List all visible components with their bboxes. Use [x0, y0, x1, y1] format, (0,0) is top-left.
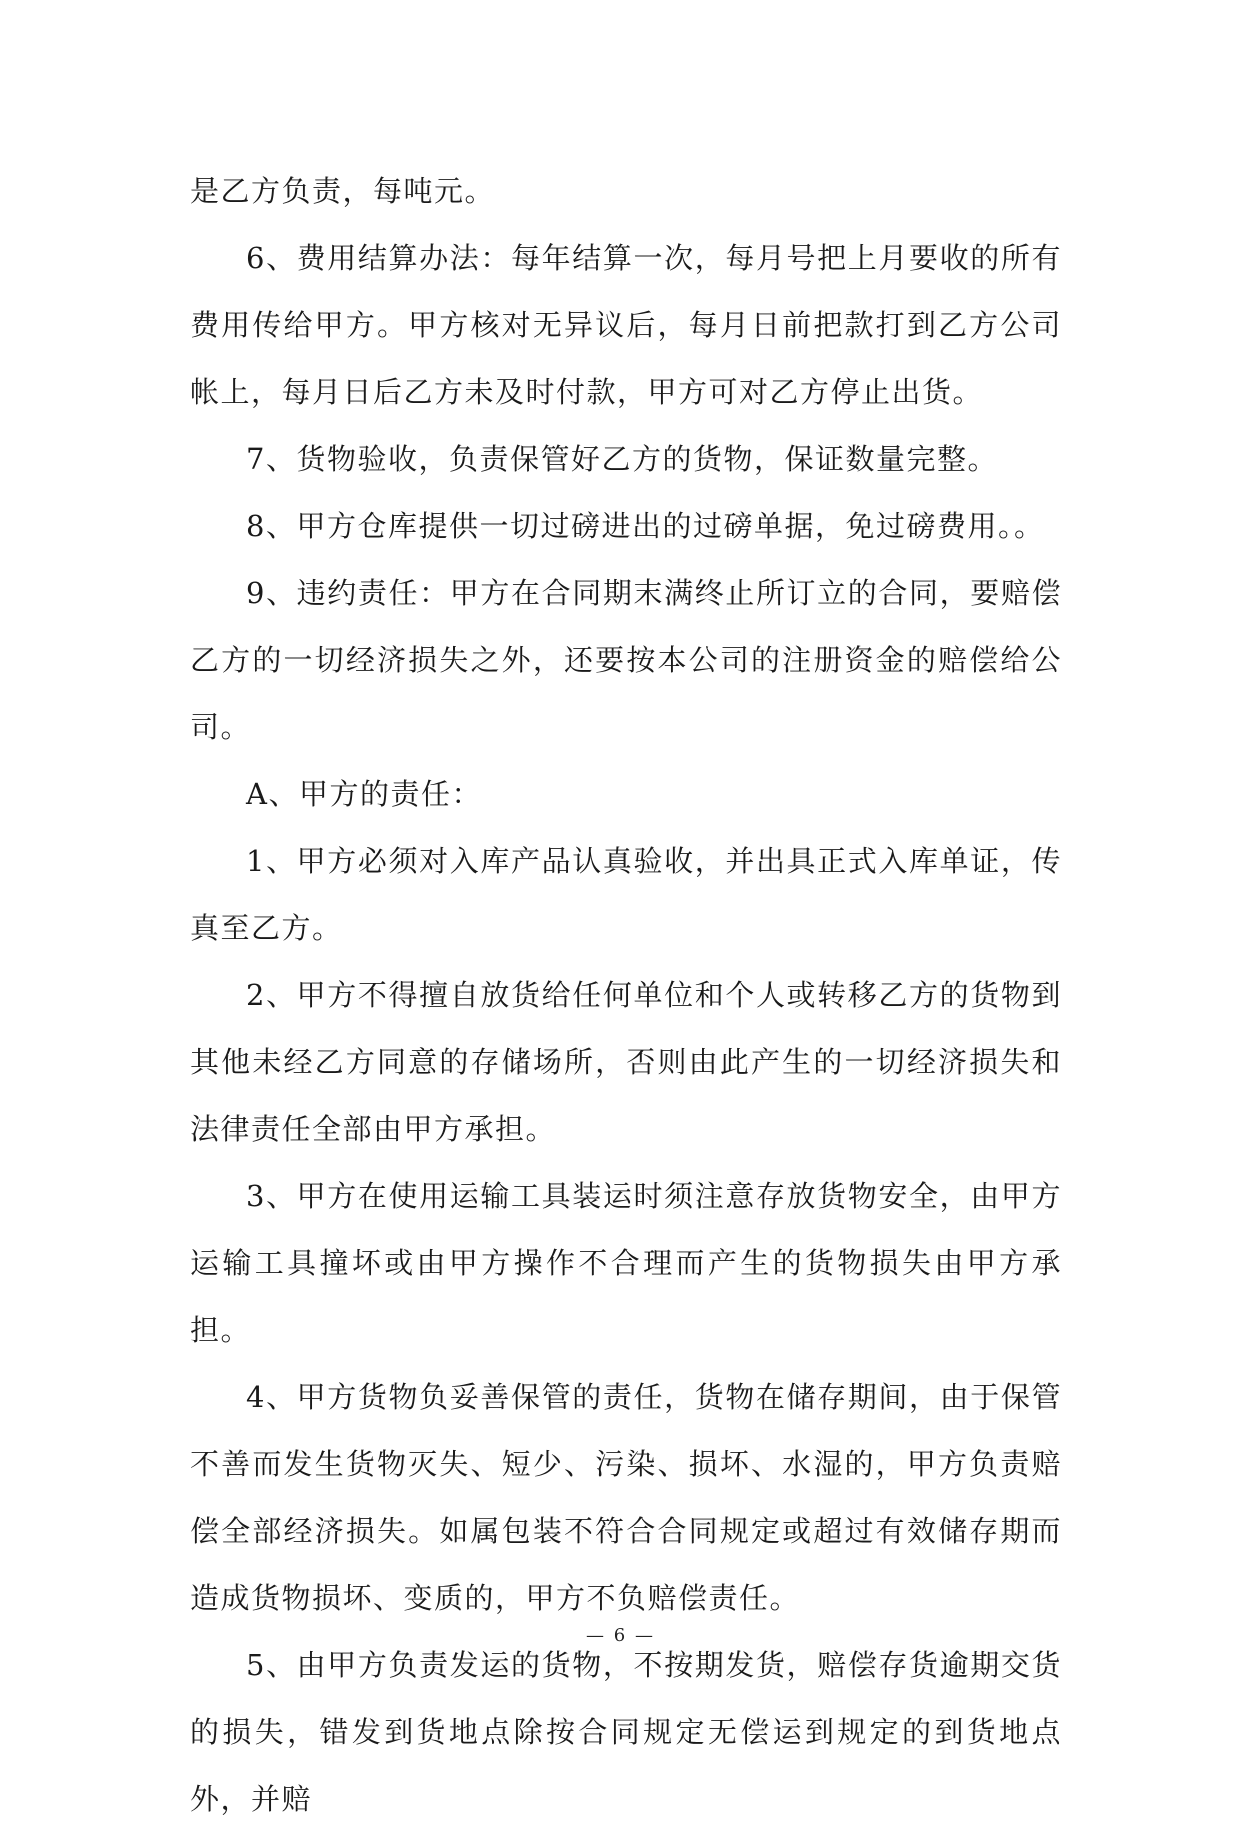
page-number: — 6 — — [586, 1625, 655, 1646]
paragraph-clause-9-breach: 9、违约责任：甲方在合同期末满终止所订立的合同，要赔偿乙方的一切经济损失之外，还要按本公司的注册资金的赔偿给公司。 — [190, 576, 1062, 744]
paragraph-clause-8-weighing: 8、甲方仓库提供一切过磅进出的过磅单据，免过磅费用。。 — [246, 509, 1045, 543]
paragraph-duty-3: 3、甲方在使用运输工具装运时须注意存放货物安全，由甲方运输工具撞坏或由甲方操作不合理而产生的货物损失由甲方承担。 — [190, 1179, 1062, 1347]
paragraph-clause-7-inspection: 7、货物验收，负责保管好乙方的货物，保证数量完整。 — [246, 442, 998, 476]
paragraph-duty-5: 5、由甲方负责发运的货物，不按期发货，赔偿存货逾期交货的损失，错发到货地点除按合同规定无偿运到规定的到货地点外，并赔 — [190, 1648, 1062, 1816]
paragraph-continuation: 是乙方负责，每吨元。 — [190, 174, 496, 208]
section-heading-party-a-duties: A、甲方的责任： — [246, 777, 482, 811]
paragraph-duty-2: 2、甲方不得擅自放货给任何单位和个人或转移乙方的货物到其他未经乙方同意的存储场所，否则由此产生的一切经济损失和法律责任全部由甲方承担。 — [190, 978, 1062, 1146]
paragraph-duty-1: 1、甲方必须对入库产品认真验收，并出具正式入库单证，传真至乙方。 — [190, 844, 1062, 945]
paragraph-duty-4: 4、甲方货物负妥善保管的责任，货物在储存期间，由于保管不善而发生货物灭失、短少、污染、损坏、水湿的，甲方负责赔偿全部经济损失。如属包装不符合合同规定或超过有效储存期而造成货物损坏、变质的，甲方不负赔偿责任。 — [190, 1380, 1062, 1615]
document-body — [190, 158, 1062, 1833]
paragraph-clause-6-fee-settlement: 6、费用结算办法：每年结算一次，每月号把上月要收的所有费用传给甲方。甲方核对无异议后，每月日前把款打到乙方公司帐上，每月日后乙方未及时付款，甲方可对乙方停止出货。 — [190, 241, 1062, 409]
